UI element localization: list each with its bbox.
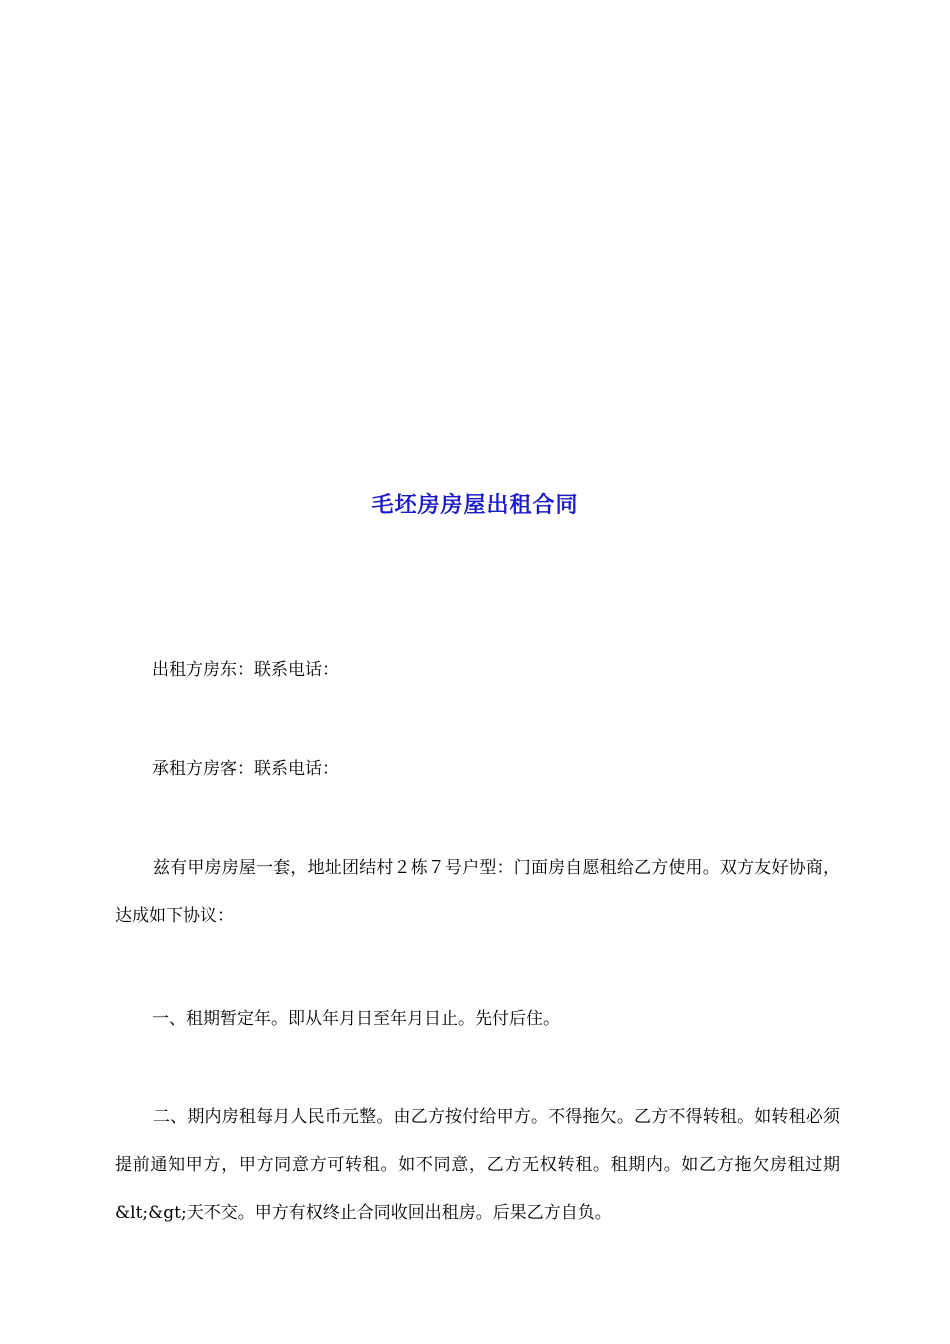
lessor-line: 出租方房东：联系电话： [152, 660, 339, 680]
lessee-line: 承租方房客：联系电话： [152, 759, 339, 779]
clause-1: 一、租期暂定年。即从年月日至年月日止。先付后住。 [152, 1009, 560, 1029]
document-title: 毛坯房房屋出租合同 [371, 492, 579, 518]
intro-paragraph: 兹有甲房房屋一套，地址团结村２栋７号户型：门面房自愿租给乙方使用。双方友好协商，达成如下协议： [115, 858, 840, 926]
clause-2: 二、期内房租每月人民币元整。由乙方按付给甲方。不得拖欠。乙方不得转租。如转租必须提前通知甲方，甲方同意方可转租。如不同意，乙方无权转租。租期内。如乙方拖欠房租过期&lt;&gt;天不交。甲方有权终止合同收回出租房。后果乙方自负。 [115, 1107, 840, 1223]
